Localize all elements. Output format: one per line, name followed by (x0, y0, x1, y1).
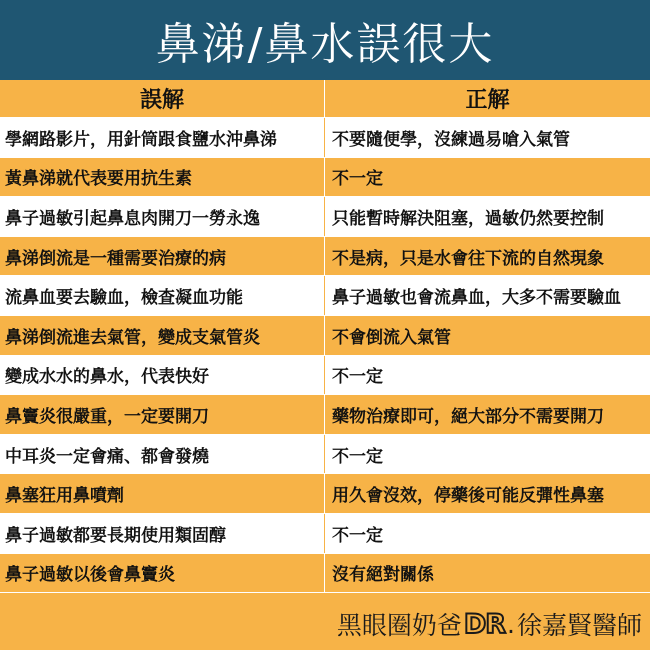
fact-cell: 不一定 (324, 158, 650, 197)
myth-cell: 鼻子過敏以後會鼻竇炎 (0, 554, 324, 593)
table-header (0, 80, 650, 118)
myth-cell: 變成水水的鼻水，代表快好 (0, 356, 324, 395)
table-row (0, 158, 650, 198)
fact-cell: 藥物治療即可，絕大部分不需要開刀 (324, 395, 650, 434)
myth-cell: 鼻涕倒流是一種需要治療的病 (0, 237, 324, 276)
signature-dot: . (507, 609, 515, 639)
table-row (0, 237, 650, 277)
myth-cell: 鼻竇炎很嚴重，一定要開刀 (0, 395, 324, 434)
fact-cell: 只能暫時解決阻塞，過敏仍然要控制 (324, 197, 650, 236)
table-row (0, 316, 650, 356)
signature-dr-logo: DR (463, 608, 506, 640)
table-row (0, 356, 650, 396)
fact-cell: 不是病，只是水會往下流的自然現象 (324, 237, 650, 276)
column-header-fact: 正解 (324, 80, 650, 117)
myth-cell: 流鼻血要去驗血，檢查凝血功能 (0, 276, 324, 315)
myth-cell: 鼻子過敏引起鼻息肉開刀一勞永逸 (0, 197, 324, 236)
myth-cell: 黃鼻涕就代表要用抗生素 (0, 158, 324, 197)
table-row (0, 197, 650, 237)
fact-cell: 不會倒流入氣管 (324, 316, 650, 355)
fact-cell: 鼻子過敏也會流鼻血，大多不需要驗血 (324, 276, 650, 315)
myth-cell: 鼻塞狂用鼻噴劑 (0, 474, 324, 513)
page-title: 鼻涕/鼻水誤很大 (155, 19, 495, 70)
column-header-myth: 誤解 (0, 80, 324, 117)
table-row (0, 435, 650, 475)
myth-cell: 學網路影片，用針筒跟食鹽水沖鼻涕 (0, 118, 324, 157)
fact-cell: 沒有絕對關係 (324, 554, 650, 593)
table-row (0, 474, 650, 514)
myth-cell: 鼻涕倒流進去氣管，變成支氣管炎 (0, 316, 324, 355)
signature-prefix: 黑眼圈奶爸 (336, 611, 462, 640)
signature-name: 徐嘉賢醫師 (516, 611, 642, 640)
fact-cell: 不一定 (324, 435, 650, 474)
myth-cell: 中耳炎一定會痛、都會發燒 (0, 435, 324, 474)
table-row (0, 514, 650, 554)
fact-cell: 不一定 (324, 356, 650, 395)
fact-cell: 不要隨便學，沒練過易嗆入氣管 (324, 118, 650, 157)
myth-cell: 鼻子過敏都要長期使用類固醇 (0, 514, 324, 553)
table-row (0, 554, 650, 594)
table-row (0, 276, 650, 316)
author-signature (337, 606, 642, 642)
table-row (0, 395, 650, 435)
title-bar (0, 0, 650, 80)
fact-cell: 不一定 (324, 514, 650, 553)
table-row (0, 118, 650, 158)
myth-fact-table (0, 80, 650, 593)
fact-cell: 用久會沒效，停藥後可能反彈性鼻塞 (324, 474, 650, 513)
